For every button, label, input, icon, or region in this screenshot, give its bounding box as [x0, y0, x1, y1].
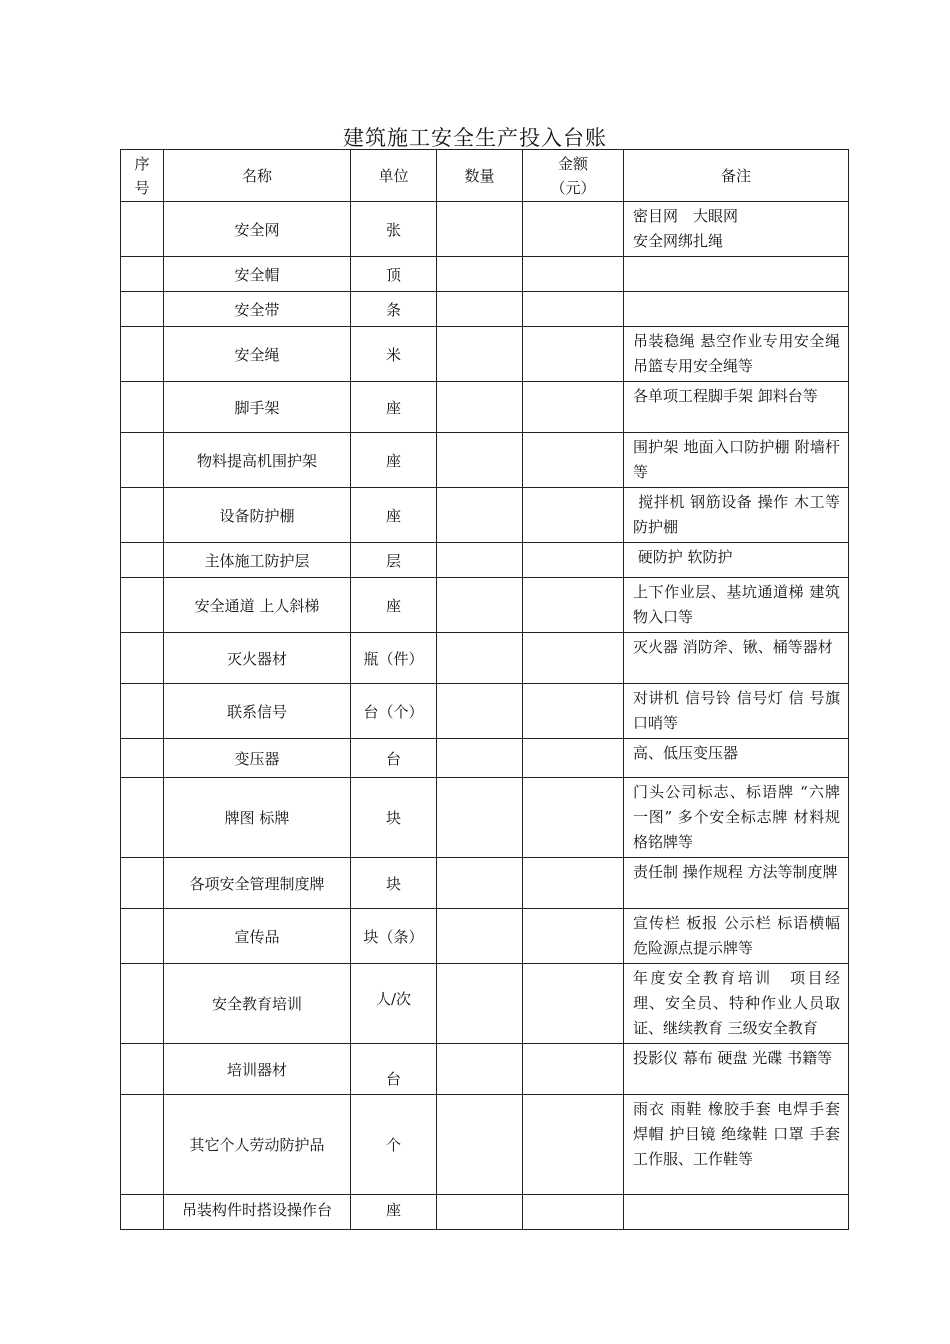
cell-qty — [437, 633, 523, 684]
cell-remark: 门头公司标志、标语牌 “六牌一图” 多个安全标志牌 材料规格铭牌等 — [624, 778, 849, 858]
cell-seq — [121, 382, 164, 433]
header-row — [121, 150, 849, 202]
cell-amount — [523, 739, 624, 778]
cell-unit: 块（条） — [351, 909, 437, 964]
cell-seq — [121, 1095, 164, 1195]
cell-remark: 投影仪 幕布 硬盘 光碟 书籍等 — [624, 1044, 849, 1095]
cell-seq — [121, 633, 164, 684]
table-row — [121, 433, 849, 488]
cell-unit: 座 — [351, 578, 437, 633]
cell-qty — [437, 964, 523, 1044]
cell-remark: 密目网 大眼网 安全网绑扎绳 — [624, 202, 849, 257]
cell-unit: 座 — [351, 1195, 437, 1230]
cell-name: 其它个人劳动防护品 — [164, 1095, 351, 1195]
table-row — [121, 543, 849, 578]
table-row — [121, 964, 849, 1044]
cell-remark: 雨衣 雨鞋 橡胶手套 电焊手套 焊帽 护目镜 绝缘鞋 口罩 手套 工作服、工作鞋等 — [624, 1095, 849, 1195]
cell-qty — [437, 739, 523, 778]
cell-seq — [121, 778, 164, 858]
table-row — [121, 327, 849, 382]
cell-name: 吊装构件时搭设操作台 — [164, 1195, 351, 1230]
table-row — [121, 858, 849, 909]
cell-name: 脚手架 — [164, 382, 351, 433]
header-qty: 数量 — [437, 150, 523, 202]
cell-seq — [121, 684, 164, 739]
cell-amount — [523, 1095, 624, 1195]
cell-amount — [523, 633, 624, 684]
cell-amount — [523, 909, 624, 964]
table-row — [121, 1044, 849, 1095]
cell-seq — [121, 739, 164, 778]
cell-qty — [437, 257, 523, 292]
cell-name: 安全通道 上人斜梯 — [164, 578, 351, 633]
cell-name: 各项安全管理制度牌 — [164, 858, 351, 909]
cell-seq — [121, 327, 164, 382]
cell-amount — [523, 1195, 624, 1230]
cell-unit: 座 — [351, 433, 437, 488]
cell-remark: 对讲机 信号铃 信号灯 信 号旗 口哨等 — [624, 684, 849, 739]
cell-unit: 人/次 — [351, 964, 437, 1044]
cell-seq — [121, 1044, 164, 1095]
table-row — [121, 633, 849, 684]
cell-amount — [523, 433, 624, 488]
cell-amount — [523, 858, 624, 909]
cell-qty — [437, 858, 523, 909]
cell-unit: 米 — [351, 327, 437, 382]
cell-unit: 块 — [351, 778, 437, 858]
cell-remark — [624, 292, 849, 327]
cell-amount — [523, 327, 624, 382]
cell-name: 安全教育培训 — [164, 964, 351, 1044]
cell-unit: 台（个） — [351, 684, 437, 739]
cell-remark: 上下作业层、基坑通道梯 建筑物入口等 — [624, 578, 849, 633]
cell-unit: 顶 — [351, 257, 437, 292]
cell-remark — [624, 1195, 849, 1230]
cell-name: 主体施工防护层 — [164, 543, 351, 578]
header-unit: 单位 — [351, 150, 437, 202]
cell-qty — [437, 684, 523, 739]
cell-qty — [437, 327, 523, 382]
cell-seq — [121, 909, 164, 964]
cell-seq — [121, 964, 164, 1044]
cell-qty — [437, 578, 523, 633]
cell-remark: 搅拌机 钢筋设备 操作 木工等防护棚 — [624, 488, 849, 543]
cell-seq — [121, 578, 164, 633]
cell-unit: 张 — [351, 202, 437, 257]
cell-qty — [437, 1044, 523, 1095]
cell-qty — [437, 543, 523, 578]
header-amount — [523, 150, 624, 202]
cell-unit: 条 — [351, 292, 437, 327]
cell-name: 安全帽 — [164, 257, 351, 292]
header-amount-line1: 金额 — [557, 154, 588, 173]
cell-qty — [437, 433, 523, 488]
page-title: 建筑施工安全生产投入台账 — [343, 126, 607, 150]
cell-seq — [121, 1195, 164, 1230]
cell-qty — [437, 382, 523, 433]
table-row — [121, 488, 849, 543]
cell-amount — [523, 257, 624, 292]
ledger-body — [121, 202, 849, 1230]
cell-amount — [523, 292, 624, 327]
cell-seq — [121, 488, 164, 543]
cell-amount — [523, 1044, 624, 1095]
cell-amount — [523, 543, 624, 578]
cell-amount — [523, 578, 624, 633]
table-row — [121, 202, 849, 257]
cell-remark: 各单项工程脚手架 卸料台等 — [624, 382, 849, 433]
table-row — [121, 382, 849, 433]
cell-amount — [523, 488, 624, 543]
cell-qty — [437, 292, 523, 327]
cell-seq — [121, 433, 164, 488]
cell-remark: 吊装稳绳 悬空作业专用安全绳 吊篮专用安全绳等 — [624, 327, 849, 382]
cell-remark: 围护架 地面入口防护棚 附墙杆等 — [624, 433, 849, 488]
cell-unit: 座 — [351, 382, 437, 433]
cell-qty — [437, 1195, 523, 1230]
cell-remark: 责任制 操作规程 方法等制度牌 — [624, 858, 849, 909]
cell-name: 牌图 标牌 — [164, 778, 351, 858]
cell-seq — [121, 257, 164, 292]
table-row — [121, 578, 849, 633]
cell-name: 联系信号 — [164, 684, 351, 739]
cell-remark: 高、低压变压器 — [624, 739, 849, 778]
cell-qty — [437, 202, 523, 257]
cell-seq — [121, 292, 164, 327]
cell-seq — [121, 858, 164, 909]
cell-amount — [523, 778, 624, 858]
table-row — [121, 1195, 849, 1230]
table-row — [121, 739, 849, 778]
cell-name: 物料提高机围护架 — [164, 433, 351, 488]
cell-qty — [437, 1095, 523, 1195]
cell-amount — [523, 684, 624, 739]
ledger-table — [120, 149, 849, 1230]
cell-unit: 瓶（件） — [351, 633, 437, 684]
cell-name: 培训器材 — [164, 1044, 351, 1095]
cell-qty — [437, 488, 523, 543]
cell-name: 宣传品 — [164, 909, 351, 964]
cell-amount — [523, 964, 624, 1044]
cell-qty — [437, 778, 523, 858]
cell-seq — [121, 202, 164, 257]
cell-qty — [437, 909, 523, 964]
cell-unit: 层 — [351, 543, 437, 578]
cell-seq — [121, 543, 164, 578]
cell-name: 安全带 — [164, 292, 351, 327]
header-remark: 备注 — [624, 150, 849, 202]
cell-unit: 个 — [351, 1095, 437, 1195]
cell-unit: 台 — [351, 1044, 437, 1095]
cell-remark: 年度安全教育培训 项目经理、安全员、特种作业人员取证、继续教育 三级安全教育 — [624, 964, 849, 1044]
table-row — [121, 684, 849, 739]
cell-unit: 台 — [351, 739, 437, 778]
table-row — [121, 909, 849, 964]
cell-name: 安全绳 — [164, 327, 351, 382]
cell-remark: 灭火器 消防斧、锹、桶等器材 — [624, 633, 849, 684]
header-name: 名称 — [164, 150, 351, 202]
cell-amount — [523, 382, 624, 433]
cell-name: 变压器 — [164, 739, 351, 778]
cell-unit: 座 — [351, 488, 437, 543]
cell-remark: 宣传栏 板报 公示栏 标语横幅 危险源点提示牌等 — [624, 909, 849, 964]
header-seq: 序号 — [121, 150, 164, 202]
cell-name: 灭火器材 — [164, 633, 351, 684]
table-row — [121, 292, 849, 327]
cell-name: 设备防护棚 — [164, 488, 351, 543]
cell-name: 安全网 — [164, 202, 351, 257]
cell-amount — [523, 202, 624, 257]
table-row — [121, 1095, 849, 1195]
table-row — [121, 257, 849, 292]
cell-remark: 硬防护 软防护 — [624, 543, 849, 578]
cell-remark — [624, 257, 849, 292]
cell-unit: 块 — [351, 858, 437, 909]
header-amount-line2: （元） — [550, 178, 596, 197]
table-row — [121, 778, 849, 858]
